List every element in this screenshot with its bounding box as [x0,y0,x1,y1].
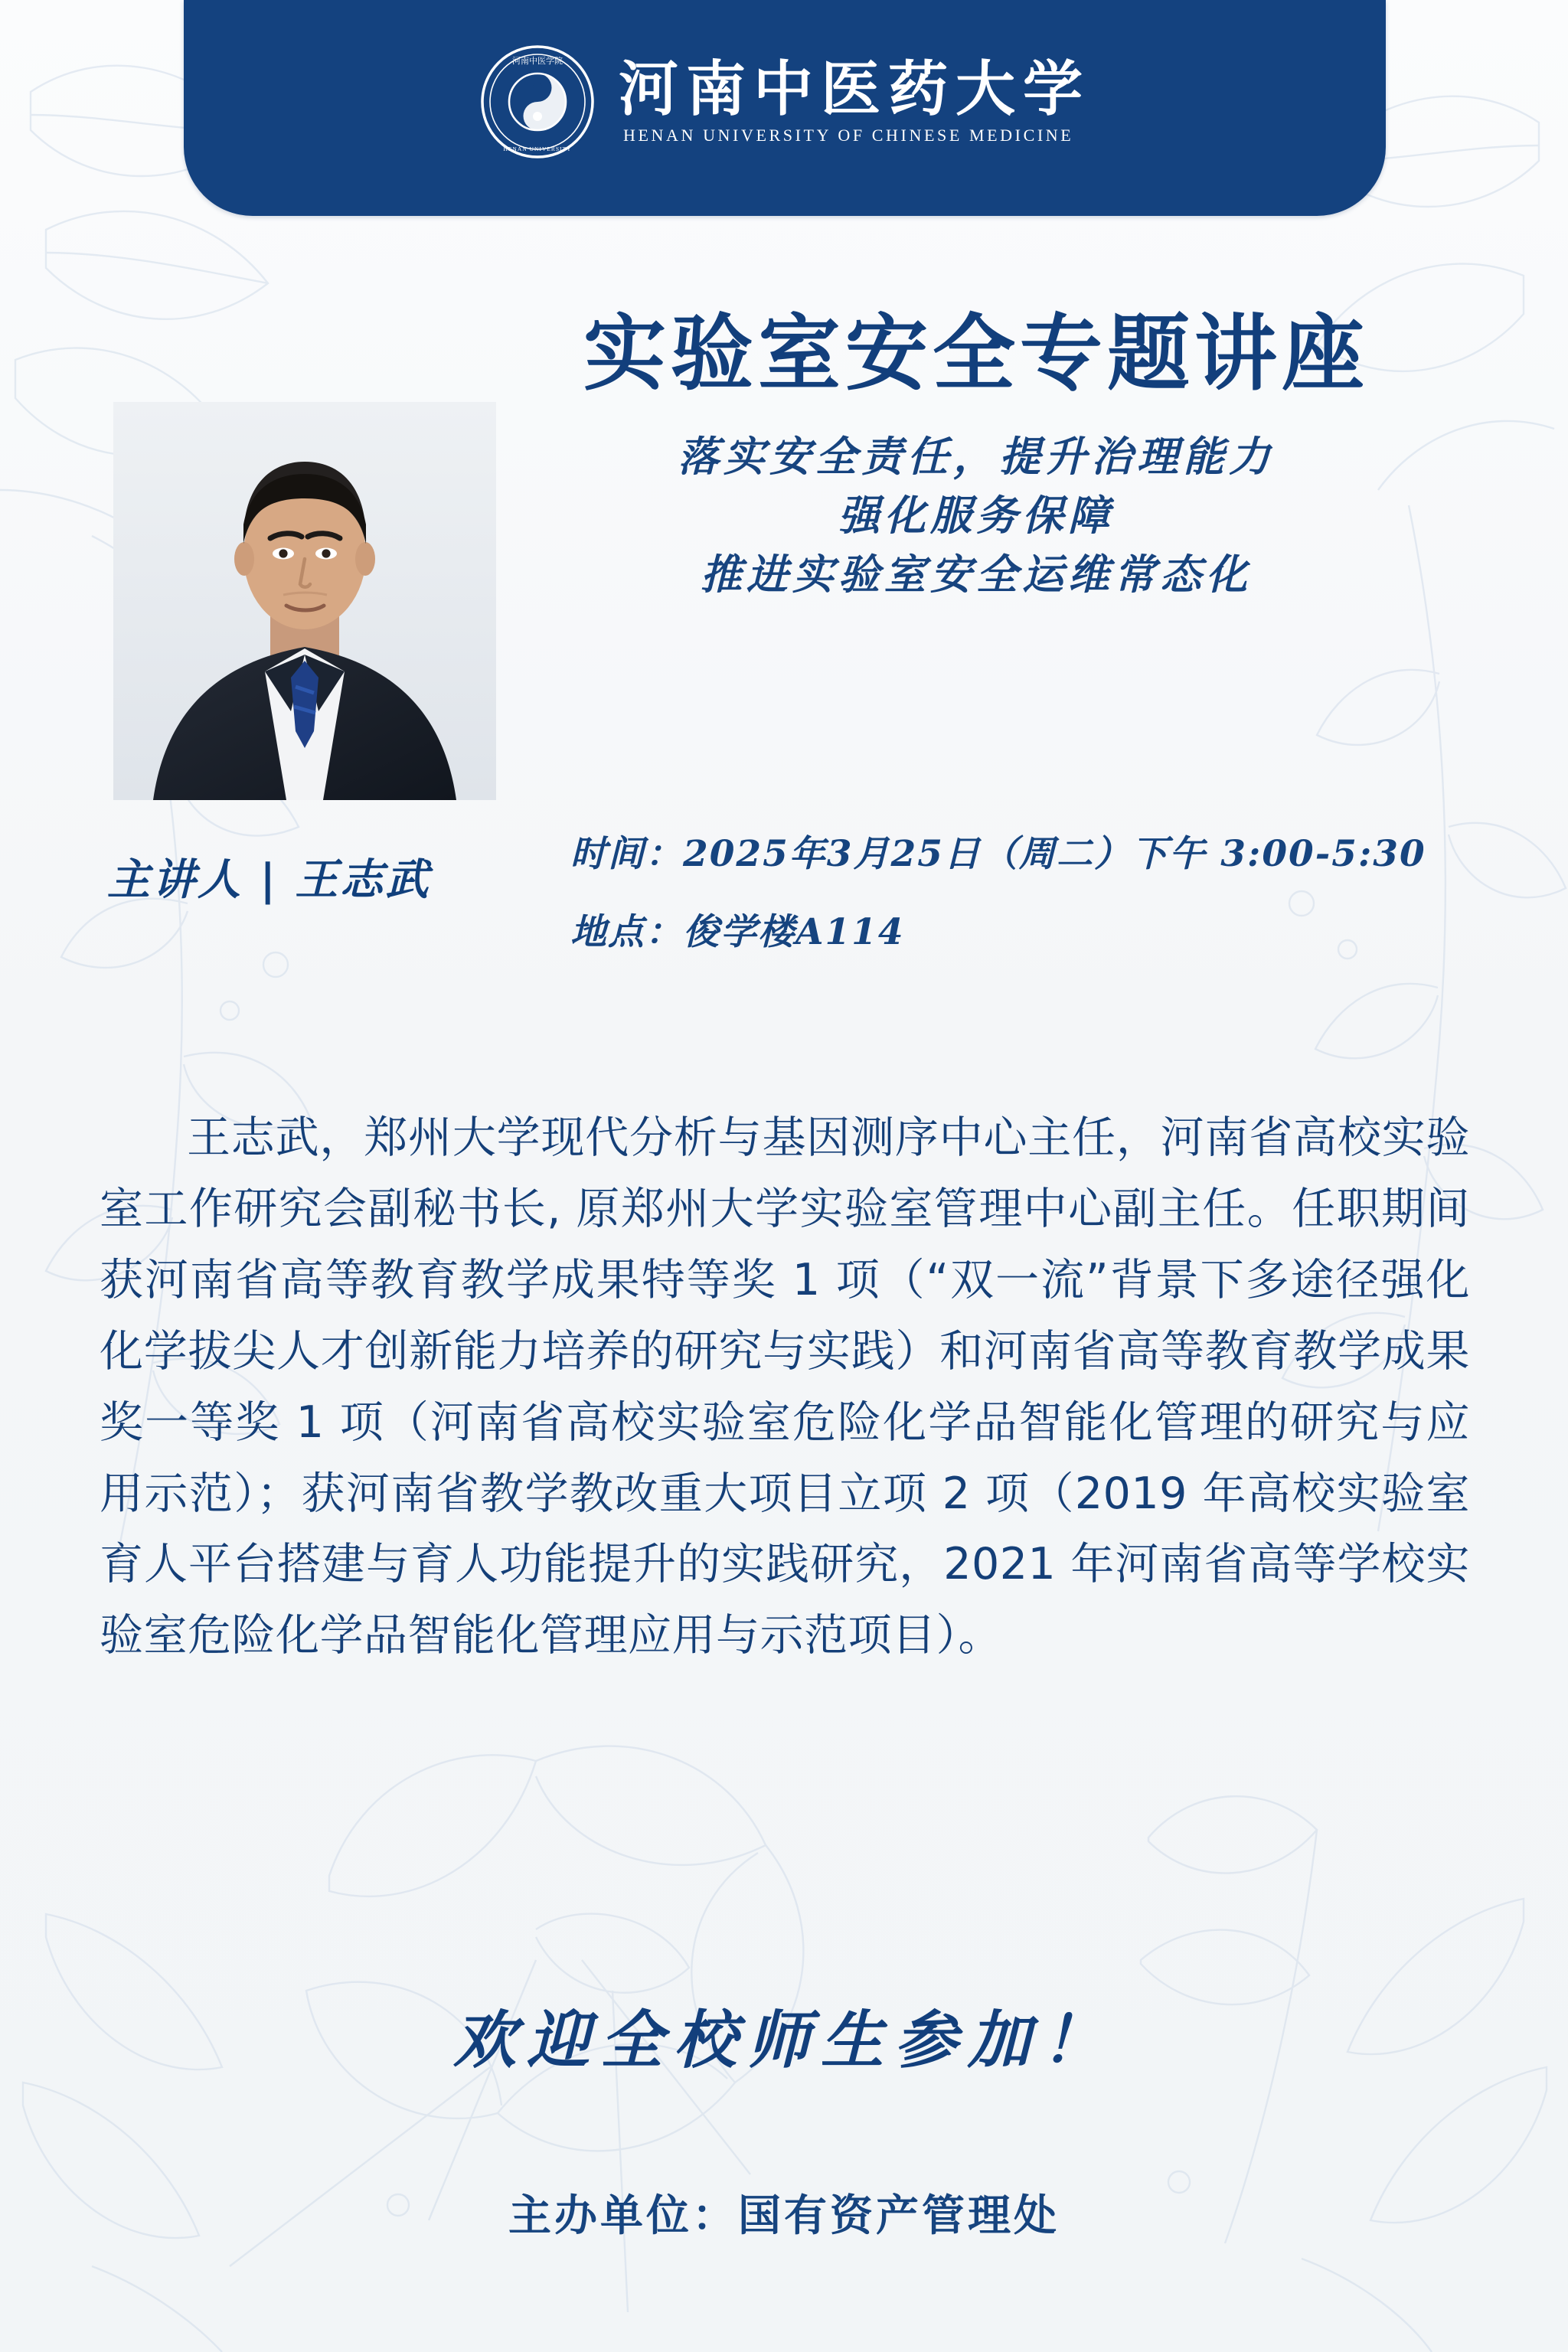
organizer-line: 主办单位：国有资产管理处 [508,2191,1060,2241]
event-place: 地点：俊学楼A114 [570,910,905,953]
speaker-portrait [113,402,496,800]
school-name-cn: 河南中医药大学 [618,54,1090,124]
event-time: 时间：2025年3月25日（周二）下午 3:00-5:30 [570,833,1426,875]
subtitle-line-1: 落实安全责任，提升治理能力 [678,432,1275,482]
school-name-en: HENAN UNIVERSITY OF CHINESE MEDICINE [622,126,1074,145]
title-area [467,306,1485,603]
header-banner [184,0,1386,216]
subtitle-line-3: 推进实验室安全运维常态化 [701,549,1252,599]
svg-text:河南中医学院: 河南中医学院 [511,56,563,66]
subtitle-group [467,427,1485,603]
speaker-biography: 王志武，郑州大学现代分析与基因测序中心主任，河南省高校实验室工作研究会副秘书长, 原郑州大学实验室管理中心副主任。任职期间获河南省高等教育教学成果特等奖 1 项（“双一流”背景下多途径强化化学拔尖人才创新能力培养的研究与实践）和河南省高等教育教学成果奖一等奖 1 项（河南省高校实验室危险化学品智能化管理的研究与应用示范）；获河南省教学教改重大项目立项 2 项（2019 年高校实验室育人平台搭建与育人功能提升的实践研究，2021 年河南省高等学校实验室危险化学品智能化管理应用与示范项目）。 [100,1112,1470,1661]
speaker-label: 主讲人 | 王志武 [107,854,431,905]
welcome-message: 欢迎全校师生参加！ [453,2004,1115,2077]
event-meta [570,835,1426,952]
header-inner [479,44,1090,160]
page-title: 实验室安全专题讲座 [583,305,1369,402]
subtitle-line-2: 强化服务保障 [838,490,1114,540]
svg-text:HENAN UNIVERSITY: HENAN UNIVERSITY [503,145,572,152]
school-name-group [618,54,1090,145]
school-emblem-icon [479,44,596,160]
